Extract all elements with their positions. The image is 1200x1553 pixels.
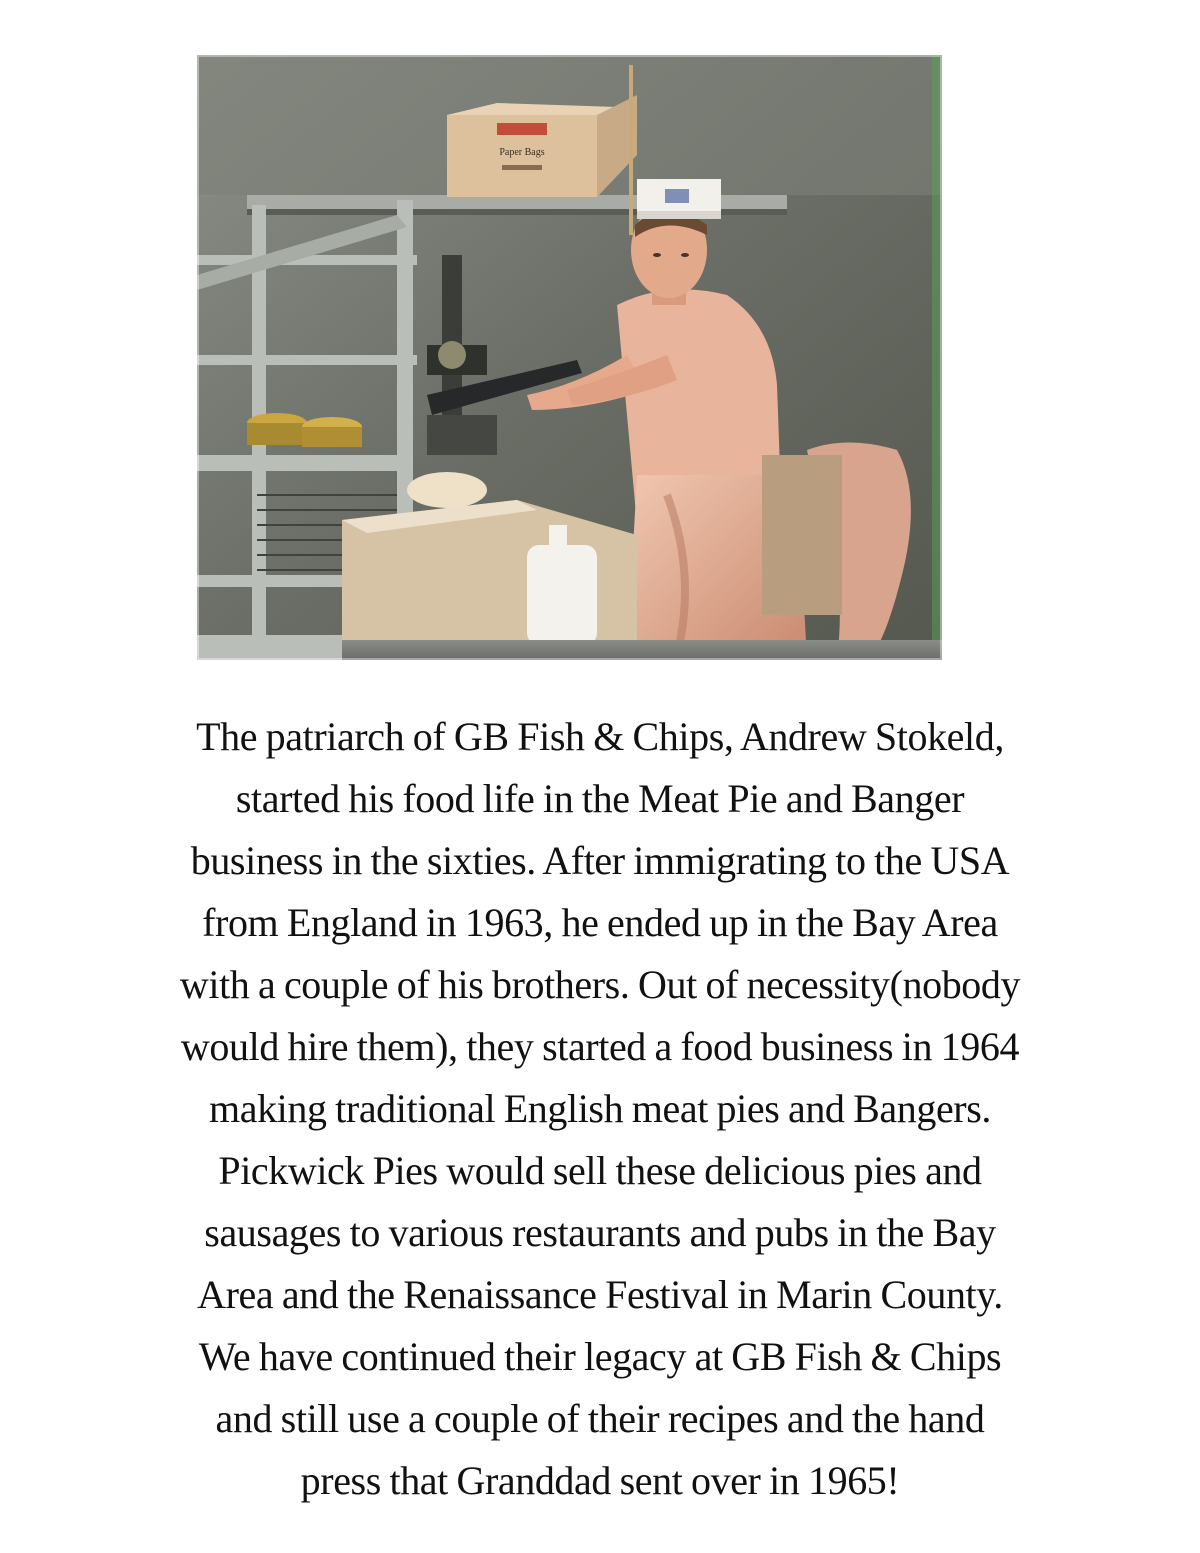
story-line: press that Granddad sent over in 1965! — [300, 1458, 900, 1503]
story-line: The patriarch of GB Fish & Chips, Andrew Stokeld, — [196, 714, 1004, 759]
story-line: from England in 1963, he ended up in the Bay Area — [202, 900, 998, 945]
kitchen-scene-illustration — [197, 55, 942, 660]
box-label: Paper Bags — [499, 147, 545, 158]
paper-bags-box — [447, 95, 637, 197]
story-line: and still use a couple of their recipes and the hand — [215, 1396, 985, 1441]
historical-photo — [197, 55, 942, 660]
history-paragraph — [80, 706, 1120, 1512]
story-line: business in the sixties. After immigrating to the USA — [190, 838, 1010, 883]
story-line: We have continued their legacy at GB Fish & Chips — [198, 1334, 1002, 1379]
story-line: Pickwick Pies would sell these delicious pies and — [218, 1148, 982, 1193]
story-line: Area and the Renaissance Festival in Marin County. — [197, 1272, 1003, 1317]
story-line: sausages to various restaurants and pubs in the Bay — [204, 1210, 996, 1255]
story-line: making traditional English meat pies and Bangers. — [209, 1086, 991, 1131]
paper-cap — [637, 179, 721, 219]
story-line: would hire them), they started a food business in 1964 — [180, 1024, 1020, 1069]
dough — [407, 472, 487, 508]
story-line: with a couple of his brothers. Out of necessity(nobody — [179, 962, 1021, 1007]
story-line: started his food life in the Meat Pie and Banger — [235, 776, 965, 821]
